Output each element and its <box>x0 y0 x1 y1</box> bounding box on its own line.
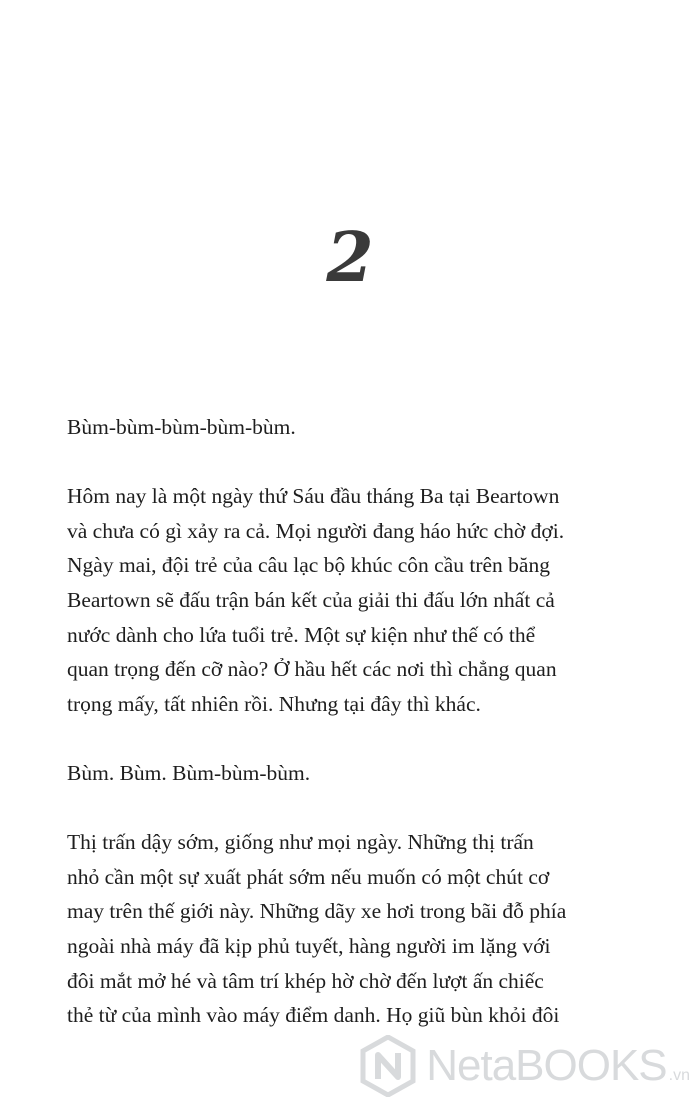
text-line: quan trọng đến cỡ nào? Ở hầu hết các nơi thì chẳng quan <box>67 657 557 682</box>
paragraph-2 <box>67 479 667 721</box>
text-line: Bùm. Bùm. Bùm-bùm-bùm. <box>67 760 311 785</box>
chapter-body <box>67 410 667 1067</box>
text-line: Beartown sẽ đấu trận bán kết của giải thi đấu lớn nhất cả <box>67 587 555 612</box>
text-line: và chưa có gì xảy ra cả. Mọi người đang háo hức chờ đợi. <box>67 518 565 543</box>
watermark <box>360 1021 690 1111</box>
text-line: thẻ từ của mình vào máy điểm danh. Họ giũ bùn khỏi đôi <box>67 1003 560 1028</box>
chapter-number: 2 <box>326 218 374 298</box>
paragraph-4 <box>67 825 667 1033</box>
paragraph-3 <box>67 756 667 791</box>
paragraph-1 <box>67 410 667 445</box>
text-line: nhỏ cần một sự xuất phát sớm nếu muốn có một chút cơ <box>67 864 550 889</box>
text-line: Bùm-bùm-bùm-bùm-bùm. <box>67 415 296 439</box>
netabooks-logo-icon <box>360 1035 416 1097</box>
watermark-text: NetaBOOKS <box>426 1041 667 1090</box>
text-line: Ngày mai, đội trẻ của câu lạc bộ khúc côn cầu trên băng <box>67 553 550 578</box>
text-line: Thị trấn dậy sớm, giống như mọi ngày. Những thị trấn <box>67 830 534 855</box>
text-line: nước dành cho lứa tuổi trẻ. Một sự kiện như thế có thể <box>67 622 536 647</box>
text-line: Hôm nay là một ngày thứ Sáu đầu tháng Ba tại Beartown <box>67 484 560 509</box>
watermark-suffix: .vn <box>668 1067 690 1084</box>
text-line: đôi mắt mở hé và tâm trí khép hờ chờ đến lượt ấn chiếc <box>67 968 544 993</box>
text-line: ngoài nhà máy đã kịp phủ tuyết, hàng người im lặng với <box>67 933 551 958</box>
text-line: may trên thế giới này. Những dãy xe hơi trong bãi đỗ phía <box>67 899 567 924</box>
text-line: trọng mấy, tất nhiên rồi. Nhưng tại đây thì khác. <box>67 691 481 716</box>
